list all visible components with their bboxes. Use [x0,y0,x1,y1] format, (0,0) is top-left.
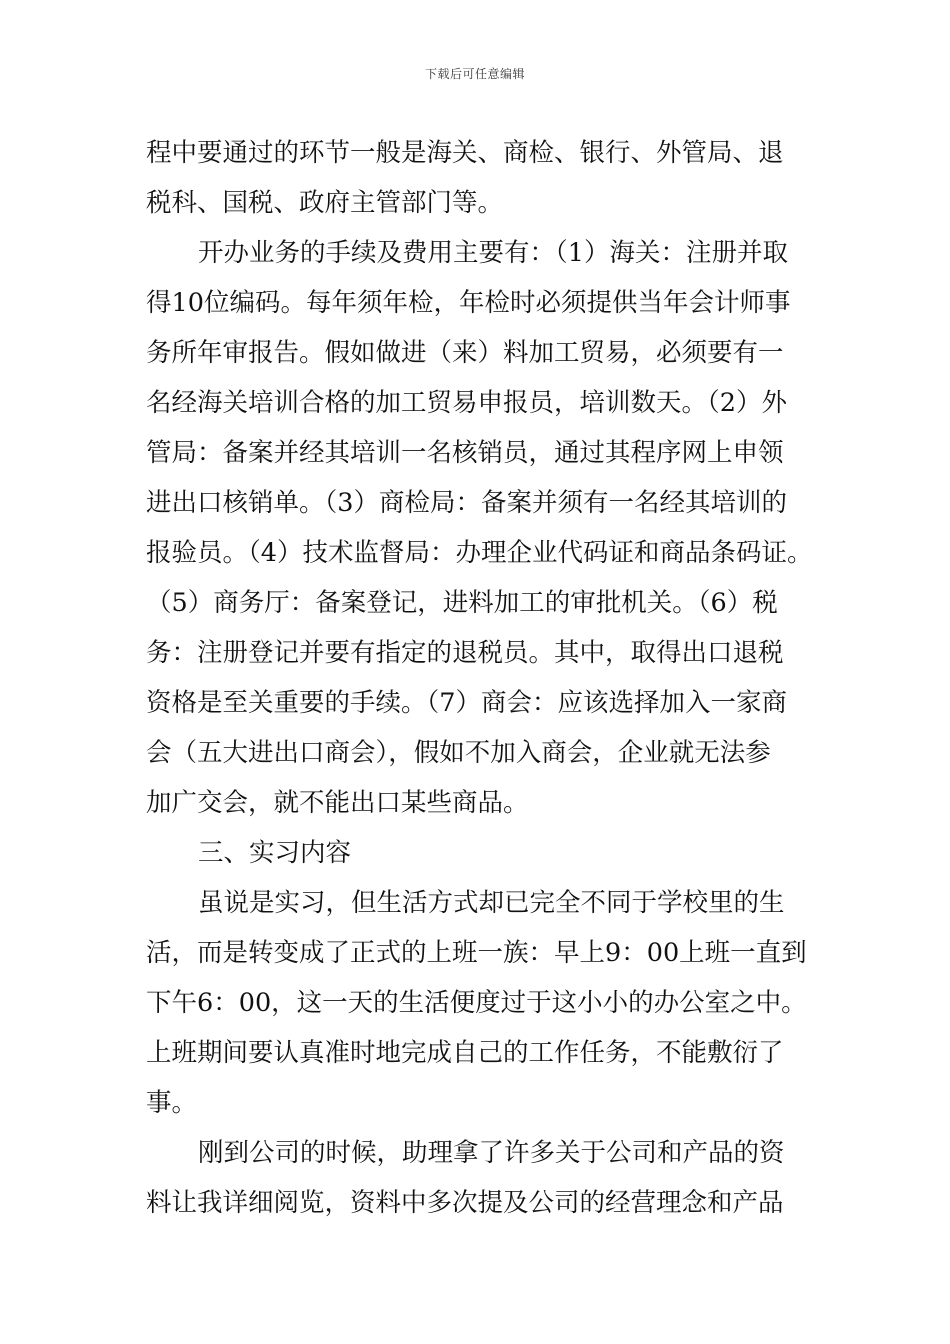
text-line: 管局：备案并经其培训一名核销员，通过其程序网上申领 [146,438,784,468]
text-line: 下午6：00，这一天的生活便度过于这小小的办公室之中。 [146,988,807,1018]
paragraph-start-line: 虽说是实习，但生活方式却已完全不同于学校里的生 [198,888,785,918]
text-line: 活，而是转变成了正式的上班一族：早上9：00上班一直到 [146,938,807,968]
paragraph-start-line: 开办业务的手续及费用主要有：（1）海关：注册并取 [198,238,788,268]
section-heading: 三、实习内容 [198,838,352,868]
text-line: 资格是至关重要的手续。（7）商会：应该选择加入一家商 [146,688,787,718]
header-note: 下载后可任意编辑 [424,67,525,81]
text-line: 务：注册登记并要有指定的退税员。其中，取得出口退税 [146,638,784,668]
text-line: （5）商务厅：备案登记，进料加工的审批机关。（6）税 [146,588,778,618]
text-line: 程中要通过的环节一般是海关、商检、银行、外管局、退 [146,138,784,168]
text-line: 上班期间要认真准时地完成自己的工作任务，不能敷衍了 [146,1038,784,1068]
text-line: 料让我详细阅览，资料中多次提及公司的经营理念和产品 [146,1188,784,1218]
text-line: 税科、国税、政府主管部门等。 [146,188,504,218]
text-line: 进出口核销单。（3）商检局：备案并须有一名经其培训的 [146,488,787,518]
text-line: 名经海关培训合格的加工贸易申报员，培训数天。（2）外 [146,388,787,418]
text-line: 得10位编码。每年须年检，年检时必须提供当年会计师事 [146,288,791,318]
text-line: 会（五大进出口商会），假如不加入商会，企业就无法参 [146,738,771,768]
text-line: 事。 [146,1088,198,1118]
paragraph-start-line: 刚到公司的时候，助理拿了许多关于公司和产品的资 [198,1138,785,1168]
document-body [146,128,813,1228]
text-line: 报验员。（4）技术监督局：办理企业代码证和商品条码证。 [146,538,813,568]
text-line: 务所年审报告。假如做进（来）料加工贸易，必须要有一 [146,338,784,368]
text-line: 加广交会，就不能出口某些商品。 [146,788,529,818]
